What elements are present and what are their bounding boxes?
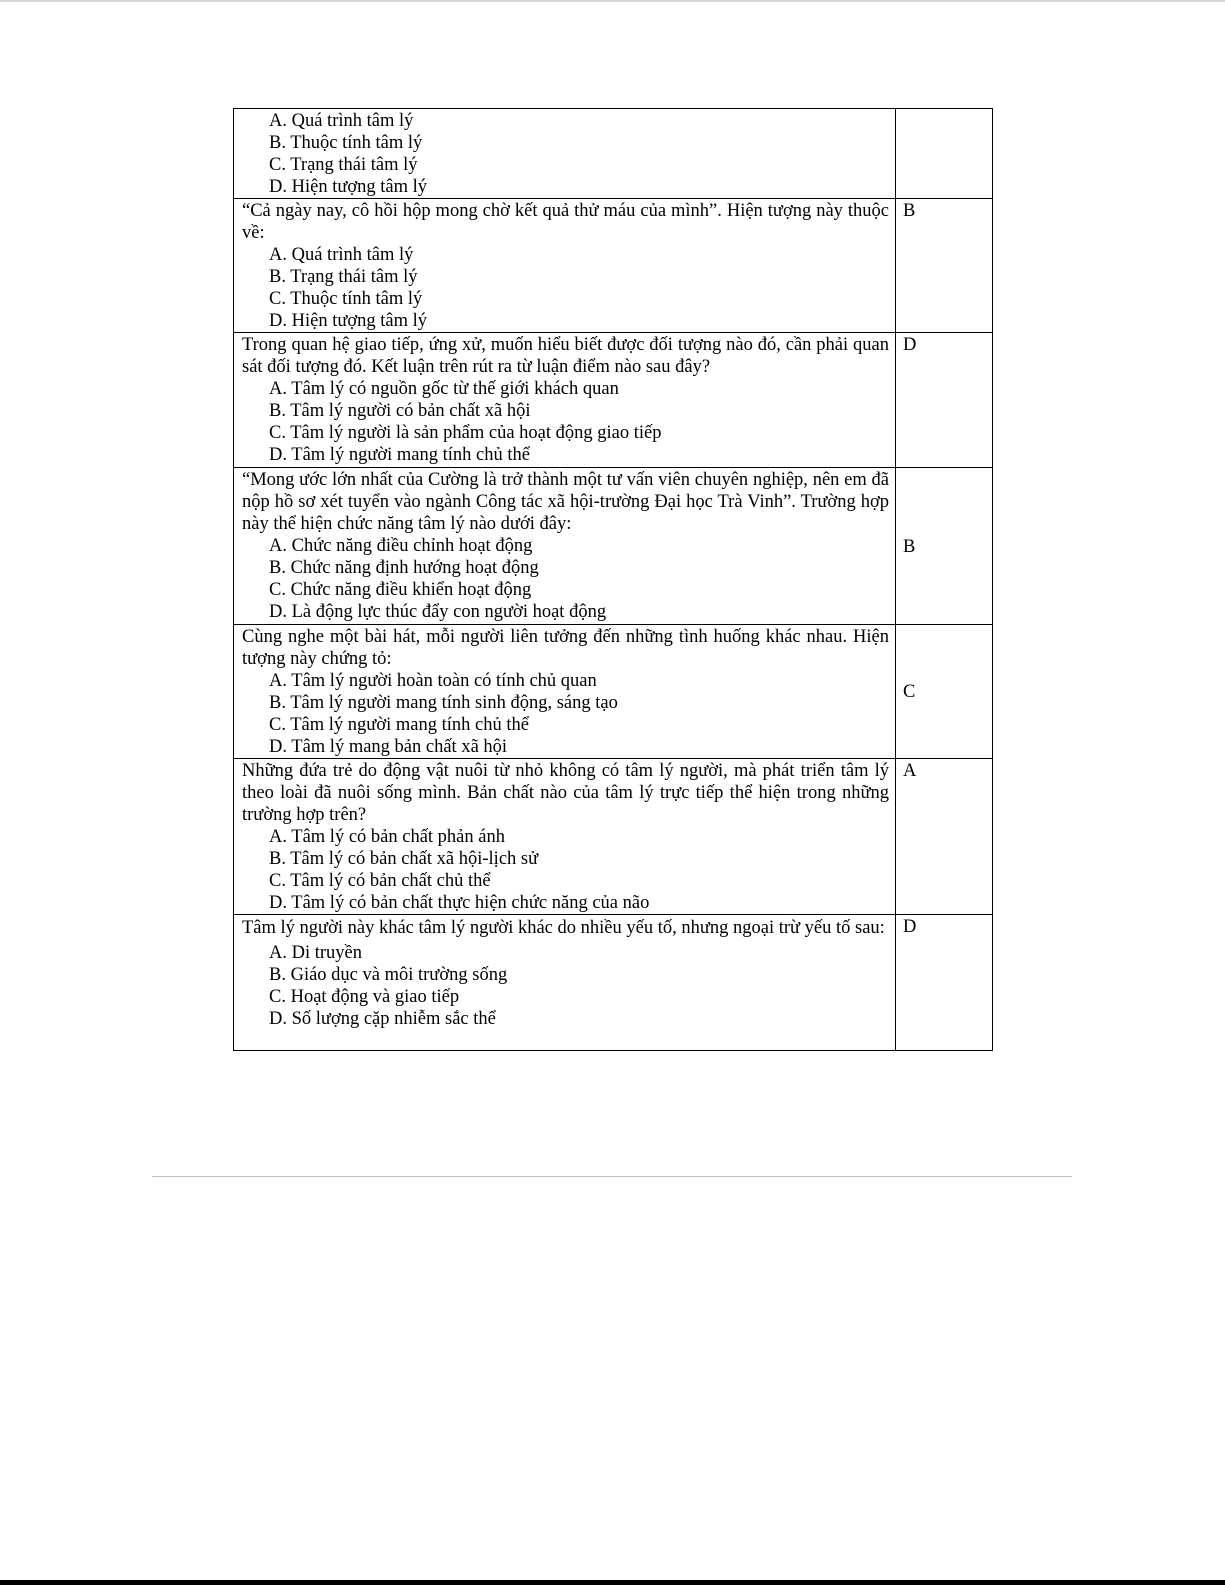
option-b: B. Tâm lý người có bản chất xã hội xyxy=(269,401,531,421)
option-list xyxy=(242,244,889,332)
option-c: C. Hoạt động và giao tiếp xyxy=(269,987,460,1007)
option-list xyxy=(242,378,889,466)
option-c: C. Tâm lý có bản chất chủ thể xyxy=(269,871,491,891)
question-row xyxy=(234,333,993,468)
page-bottom-edge xyxy=(0,1580,1225,1585)
answer-cell: D xyxy=(896,333,993,468)
answer-cell: A xyxy=(896,759,993,915)
question-row xyxy=(234,625,993,759)
question-stem: Cùng nghe một bài hát, mỗi người liên tưởng đến những tình huống khác nhau. Hiện tượng này chứng tỏ: xyxy=(242,627,889,669)
question-row xyxy=(234,759,993,915)
option-c: C. Tâm lý người mang tính chủ thể xyxy=(269,715,529,735)
option-a: A. Quá trình tâm lý xyxy=(269,245,414,265)
option-d: D. Hiện tượng tâm lý xyxy=(269,311,428,331)
page-break-divider xyxy=(152,1176,1072,1177)
answer-cell xyxy=(896,109,993,199)
question-row xyxy=(234,199,993,333)
option-list xyxy=(242,110,889,198)
option-c: C. Chức năng điều khiển hoạt động xyxy=(269,580,532,600)
question-stem: Trong quan hệ giao tiếp, ứng xử, muốn hiểu biết được đối tượng nào đó, cần phải quan sát đối tượng đó. Kết luận trên rút ra từ luận điểm nào sau đây? xyxy=(242,335,889,377)
option-b: B. Chức năng định hướng hoạt động xyxy=(269,558,539,578)
option-b: B. Thuộc tính tâm lý xyxy=(269,133,423,153)
option-b: B. Giáo dục và môi trường sống xyxy=(269,965,508,985)
option-d: D. Tâm lý mang bản chất xã hội xyxy=(269,737,508,757)
question-row xyxy=(234,468,993,625)
question-cell xyxy=(234,759,896,915)
question-cell xyxy=(234,625,896,759)
answer-cell: C xyxy=(896,625,993,759)
answer-cell: B xyxy=(896,468,993,625)
question-cell xyxy=(234,468,896,625)
question-cell xyxy=(234,915,896,1051)
option-a: A. Tâm lý người hoàn toàn có tính chủ quan xyxy=(269,671,597,691)
option-list xyxy=(242,670,889,758)
option-b: B. Trạng thái tâm lý xyxy=(269,267,418,287)
option-a: A. Quá trình tâm lý xyxy=(269,111,414,131)
option-c: C. Thuộc tính tâm lý xyxy=(269,289,423,309)
option-a: A. Tâm lý có bản chất phản ánh xyxy=(269,827,505,847)
option-a: A. Chức năng điều chỉnh hoạt động xyxy=(269,536,533,556)
question-stem: “Mong ước lớn nhất của Cường là trở thành một tư vấn viên chuyên nghiệp, nên em đã nộp hồ sơ xét tuyển vào ngành Công tác xã hội-trường Đại học Trà Vinh”. Trường hợp này thể hiện chức năng tâm lý nào dưới đây: xyxy=(242,470,889,534)
option-d: D. Tâm lý người mang tính chủ thể xyxy=(269,445,530,465)
answer-cell: D xyxy=(896,915,993,1051)
option-d: D. Số lượng cặp nhiễm sắc thể xyxy=(269,1009,496,1029)
option-d: D. Là động lực thúc đẩy con người hoạt động xyxy=(269,602,607,622)
answer-cell: B xyxy=(896,199,993,333)
option-list xyxy=(242,942,889,1030)
option-a: A. Di truyền xyxy=(269,943,362,963)
question-row xyxy=(234,915,993,1051)
option-list xyxy=(242,535,889,623)
option-b: B. Tâm lý người mang tính sinh động, sáng tạo xyxy=(269,693,618,713)
option-c: C. Tâm lý người là sản phẩm của hoạt động giao tiếp xyxy=(269,423,662,443)
question-cell xyxy=(234,109,896,199)
option-list xyxy=(242,826,889,914)
option-d: D. Tâm lý có bản chất thực hiện chức năng của não xyxy=(269,893,650,913)
option-b: B. Tâm lý có bản chất xã hội-lịch sử xyxy=(269,849,539,869)
question-cell xyxy=(234,199,896,333)
page-top-edge xyxy=(0,0,1225,2)
question-cell xyxy=(234,333,896,468)
question-stem: Tâm lý người này khác tâm lý người khác do nhiều yếu tố, nhưng ngoại trừ yếu tố sau: xyxy=(242,918,885,938)
question-stem: “Cả ngày nay, cô hồi hộp mong chờ kết quả thử máu của mình”. Hiện tượng này thuộc về: xyxy=(242,201,889,243)
question-stem: Những đứa trẻ do động vật nuôi từ nhỏ không có tâm lý người, mà phát triển tâm lý theo loài đã nuôi sống mình. Bản chất nào của tâm lý trực tiếp thể hiện trong những trường hợp trên? xyxy=(242,761,889,825)
option-c: C. Trạng thái tâm lý xyxy=(269,155,418,175)
question-row xyxy=(234,109,993,199)
question-answer-table xyxy=(233,108,993,1051)
option-a: A. Tâm lý có nguồn gốc từ thế giới khách quan xyxy=(269,379,619,399)
option-d: D. Hiện tượng tâm lý xyxy=(269,177,428,197)
